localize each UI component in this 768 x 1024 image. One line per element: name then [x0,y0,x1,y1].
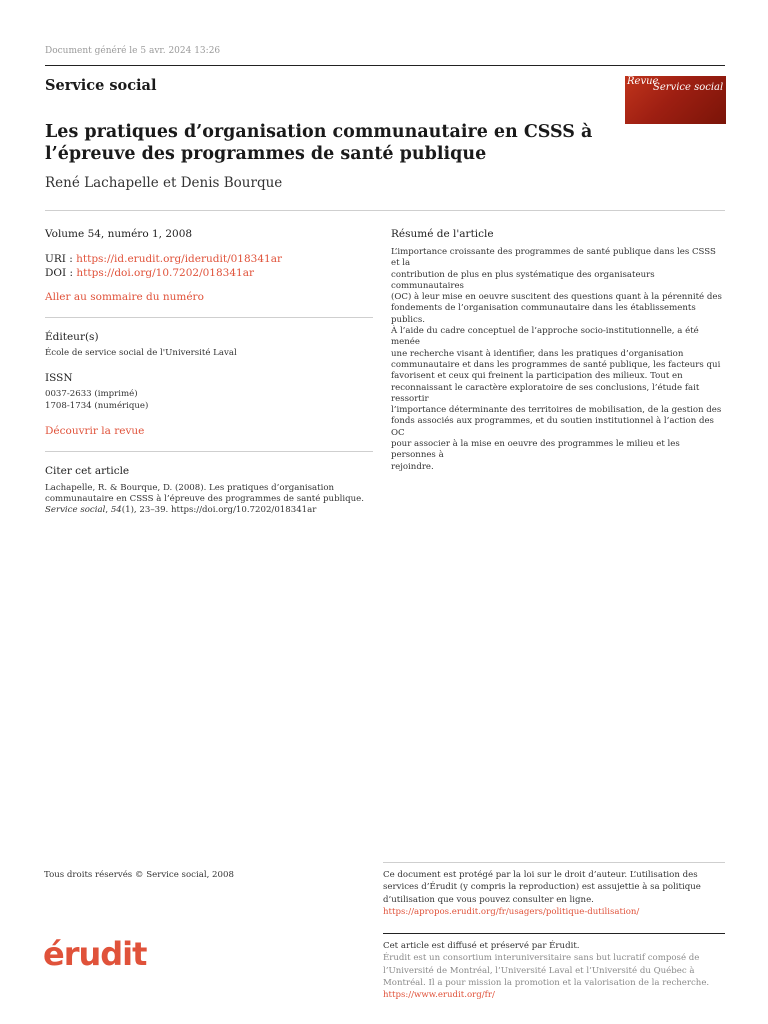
header-divider [45,210,725,211]
issn-digital: 1708-1734 (numérique) [45,400,149,411]
erudit-info [383,940,725,1001]
uri-row [45,252,373,266]
volume-info: Volume 54, numéro 1, 2008 [45,228,193,240]
metadata-column [45,227,373,517]
toc-link[interactable]: Aller au sommaire du numéro [45,291,204,303]
doi-link[interactable]: https://doi.org/10.7202/018341ar [76,267,254,279]
article-authors: René Lachapelle et Denis Bourque [45,175,283,191]
abstract-line: fonds associés aux programmes, et du soutien institutionnel à l’action des OC [391,416,714,438]
copyright-notice [383,869,725,918]
issn-heading: ISSN [45,372,73,385]
top-divider [45,65,725,66]
abstract-line: reconnaissant le caractère exploratoire de ses conclusions, l’étude fait ressortir [391,382,700,404]
logo-text-revue: Revue [627,76,659,87]
erudit-link[interactable]: https://www.erudit.org/fr/ [383,990,495,1001]
title-line-2: l’épreuve des programmes de santé publique [45,144,487,164]
doi-label: DOI : [45,267,77,279]
journal-logo[interactable] [625,76,726,124]
abstract-line: (OC) à leur mise en oeuvre suscitent des questions quant à la pérennité des [391,292,722,303]
citation [45,483,373,517]
section-divider [45,317,373,318]
citation-journal: Service social [45,505,106,516]
copyright-line-2: services d’Érudit (y compris la reproduction) est assujettie à sa politique [383,882,701,893]
doi-row [45,266,373,280]
citation-sep: , [105,505,111,516]
abstract-line: pour associer à la mise en oeuvre des programmes le milieu et les personnes à [391,439,680,461]
cite-heading: Citer cet article [45,464,130,477]
erudit-desc-line-2: l’Université de Montréal, l’Université Laval et l’Université du Québec à [383,965,695,976]
section-divider [45,451,373,452]
uri-link[interactable]: https://id.erudit.org/iderudit/018341ar [76,253,282,265]
generated-date: Document généré le 5 avr. 2024 13:26 [45,46,221,56]
footer-divider [383,862,725,863]
abstract-line: L’importance croissante des programmes de santé publique dans les CSSS et la [391,247,716,269]
citation-rest: (1), 23–39. https://doi.org/10.7202/018341ar [121,505,317,516]
abstract-line: fondements de l’organisation communautaire dans les établissements publics. [391,303,696,325]
title-line-1: Les pratiques d’organisation communautaire en CSSS à [45,122,593,142]
abstract-line: favorisent et ceux qui freinent la participation des milieux. Tout en [391,371,683,382]
abstract-line: communautaire et dans les programmes de santé publique, les facteurs qui [391,359,721,370]
erudit-logo[interactable]: érudit [43,935,147,973]
abstract-column [391,227,726,473]
erudit-divider [383,933,725,934]
abstract-heading: Résumé de l'article [391,228,494,240]
discover-journal-link[interactable]: Découvrir la revue [45,424,145,437]
copyright-line-3: d’utilisation que vous pouvez consulter en ligne. [383,894,594,905]
publisher-name: École de service social de l'Université Laval [45,348,237,358]
uri-label: URI : [45,253,77,265]
abstract-line: À l’aide du cadre conceptuel de l’approche socio-institutionnelle, a été menée [391,326,699,348]
erudit-desc-line-3: Montréal. Il a pour mission la promotion et la valorisation de la recherche. [383,977,710,988]
journal-name: Service social [45,77,157,94]
publisher-heading: Éditeur(s) [45,331,99,343]
policy-link[interactable]: https://apropos.erudit.org/fr/usagers/politique-dutilisation/ [383,906,640,917]
article-title [45,121,605,165]
issn-print: 0037-2633 (imprimé) [45,389,138,400]
citation-volume: 54 [110,505,122,516]
citation-line-2: communautaire en CSSS à l’épreuve des programmes de santé publique. [45,494,364,505]
copyright-line-1: Ce document est protégé par la loi sur le droit d’auteur. L’utilisation des [383,870,698,880]
erudit-desc-line-1: Érudit est un consortium interuniversitaire sans but lucratif composé de [383,953,700,964]
abstract-line: l’importance déterminante des territoires de mobilisation, de la gestion des [391,405,722,416]
logo-text-service-social: Service social [653,82,724,93]
citation-line-3 [45,505,373,516]
abstract-line: rejoindre. [391,461,434,472]
citation-line-1: Lachapelle, R. & Bourque, D. (2008). Les pratiques d’organisation [45,482,335,493]
abstract-line: contribution de plus en plus systématique des organisateurs communautaires [391,269,655,291]
abstract-line: une recherche visant à identifier, dans les pratiques d’organisation [391,348,684,359]
abstract-body [391,247,726,473]
rights-notice: Tous droits réservés © Service social, 2008 [44,870,234,880]
diffused-notice: Cet article est diffusé et préservé par Érudit. [383,941,580,951]
